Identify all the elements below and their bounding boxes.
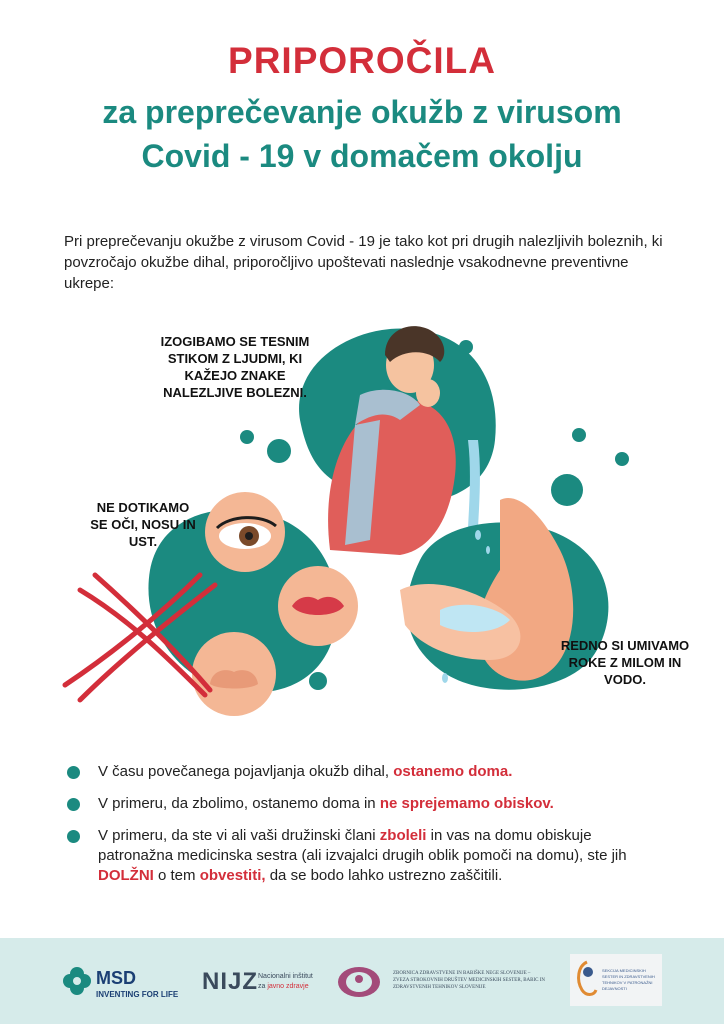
sekcija-logo-icon <box>574 960 600 1000</box>
bullet-highlight: ne sprejemamo obiskov. <box>379 795 554 812</box>
nijz-line-2 <box>258 983 309 990</box>
bullet-text: V času povečanega pojavljanja okužb dihal, <box>98 763 394 780</box>
label-wash-hands: REDNO SI UMIVAMO ROKE Z MILOM IN VODO. <box>560 638 690 687</box>
water-drop <box>475 530 481 540</box>
sekcija-text: SEKCIJA MEDICINSKIH SESTER IN ZDRAVSTVENIH TEHNIKOV V PATRONAŽNI DEJAVNOSTI <box>602 968 655 991</box>
bullet-text: in vas na domu obiskuje patronažna medicinska sestra (ali izvajalci drugih oblik pomoči na domu), ste jih <box>98 827 627 864</box>
bullet-highlight: obvestiti, <box>199 867 266 884</box>
decor-dot <box>551 474 583 506</box>
nijz-line-2-prefix: za <box>258 983 268 990</box>
water-drop <box>442 673 448 683</box>
zbornica-text: ZBORNICA ZDRAVSTVENE IN BABIŠKE NEGE SLOVENIJE – ZVEZA STROKOVNIH DRUŠTEV MEDICINSKIH SESTER, BABIC IN ZDRAVSTVENIH TEHNIKOV SLOVENIJE <box>393 971 545 990</box>
sekcija-logo <box>570 954 662 1006</box>
decor-dot <box>240 430 254 444</box>
bullet-text: V primeru, da ste vi ali vaši družinski člani <box>98 827 380 844</box>
bullet-highlight: zboleli <box>379 827 427 844</box>
eye-pupil <box>245 532 253 540</box>
msd-name: MSD <box>96 968 136 988</box>
nijz-line-1: Nacionalni inštitut <box>258 973 313 980</box>
nijz-line-2-highlight: javno zdravje <box>267 983 309 990</box>
bullet-dot <box>67 830 80 843</box>
bullet-highlight: DOLŽNI <box>98 867 154 884</box>
subtitle-line-2: Covid - 19 v domačem okolju <box>141 138 583 174</box>
water-drop <box>486 546 490 554</box>
bullet-highlight: ostanemo doma. <box>393 763 513 780</box>
bullet-dot <box>67 766 80 779</box>
bullet-text: o tem <box>153 867 200 884</box>
zbornica-logo-icon <box>337 966 381 998</box>
nose <box>210 670 258 688</box>
decor-dot <box>267 439 291 463</box>
bullet-dot <box>67 798 80 811</box>
decor-dot <box>309 672 327 690</box>
label-avoid-contact: IZOGIBAMO SE TESNIM STIKOM Z LJUDMI, KI KAŽEJO ZNAKE NALEZLJIVE BOLEZNI. <box>160 334 310 400</box>
label-no-face-touch: NE DOTIKAMO SE OČI, NOSU IN UST. <box>90 500 196 549</box>
poster-subtitle <box>0 90 724 178</box>
bullet-text: da se bodo lahko ustrezno zaščitili. <box>265 867 503 884</box>
nijz-name: NIJZ <box>202 968 259 995</box>
bullet-text: V primeru, da zbolimo, ostanemo doma in <box>98 795 380 812</box>
recommendations-list <box>64 762 664 898</box>
list-item <box>64 762 664 782</box>
intro-paragraph: Pri preprečevanju okužbe z virusom Covid - 19 je tako kot pri drugih nalezljivih boleznih, ki povzročajo okužbe dihal, priporočljivo upoštevati naslednje vsakodnevne preventivne ukrepe: <box>64 233 663 292</box>
decor-dot <box>572 428 586 442</box>
footer-logos <box>0 938 724 1024</box>
decor-dot <box>615 452 629 466</box>
list-item <box>64 826 664 886</box>
msd-logo-icon <box>62 966 92 996</box>
list-item <box>64 794 664 814</box>
subtitle-line-1: za preprečevanje okužb z virusom <box>102 94 622 130</box>
msd-tagline: INVENTING FOR LIFE <box>96 990 179 999</box>
poster-title: PRIPOROČILA <box>228 40 496 81</box>
person-hand <box>416 379 440 407</box>
decor-dot <box>459 340 473 354</box>
